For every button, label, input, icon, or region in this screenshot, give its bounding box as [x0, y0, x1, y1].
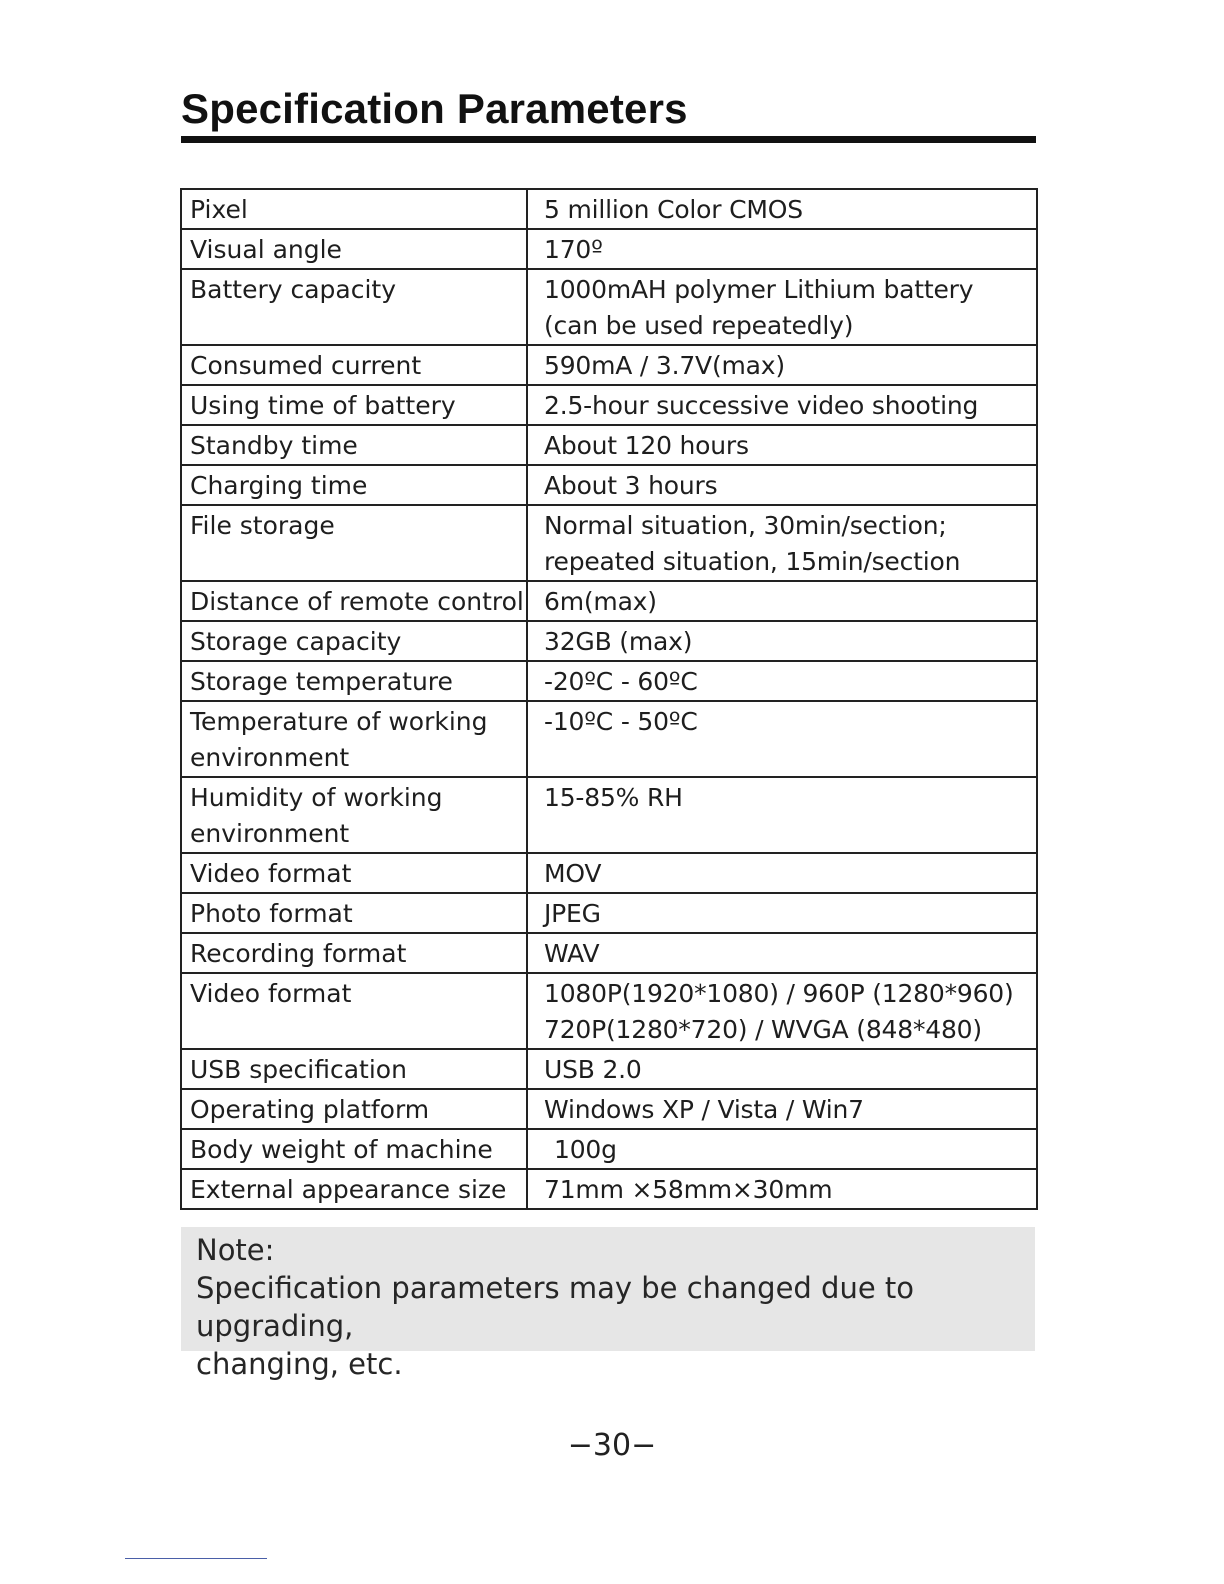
spec-value: [527, 973, 1037, 1049]
table-row: [181, 505, 1037, 581]
spec-label: [181, 661, 527, 701]
spec-value-line: USB 2.0: [544, 1055, 642, 1084]
spec-value: [527, 853, 1037, 893]
spec-label-line: Humidity of working: [190, 783, 443, 812]
spec-value-line: 5 million Color CMOS: [544, 195, 803, 224]
spec-label-line: environment: [190, 743, 350, 772]
table-row: [181, 661, 1037, 701]
note-heading: Note:: [196, 1233, 275, 1267]
spec-label-line: Recording format: [190, 939, 407, 968]
spec-value: [527, 1049, 1037, 1089]
table-row: [181, 853, 1037, 893]
spec-label: [181, 853, 527, 893]
spec-label-line: environment: [190, 819, 350, 848]
spec-value-line: About 120 hours: [544, 431, 749, 460]
spec-label: [181, 777, 527, 853]
spec-value: [527, 777, 1037, 853]
spec-value-line: repeated situation, 15min/section: [544, 547, 961, 576]
spec-value-line: -10ºC - 50ºC: [544, 707, 698, 736]
spec-label: [181, 269, 527, 345]
spec-label-line: USB specification: [190, 1055, 407, 1084]
spec-value: [527, 701, 1037, 777]
spec-value-line: 6m(max): [544, 587, 657, 616]
table-row: [181, 933, 1037, 973]
spec-label-line: Pixel: [190, 195, 248, 224]
spec-value: [527, 505, 1037, 581]
spec-label-line: Video format: [190, 859, 352, 888]
spec-value: [527, 621, 1037, 661]
table-row: [181, 345, 1037, 385]
spec-value-line: 32GB (max): [544, 627, 693, 656]
spec-label: [181, 701, 527, 777]
spec-value-line: JPEG: [544, 899, 601, 928]
note-text-line: Specification parameters may be changed due to upgrading,: [196, 1271, 915, 1343]
spec-value-line: WAV: [544, 939, 600, 968]
spec-value-line: 100g: [554, 1135, 617, 1164]
page-title: Specification Parameters: [181, 85, 688, 132]
spec-value: [527, 425, 1037, 465]
spec-label: [181, 1129, 527, 1169]
table-row: [181, 973, 1037, 1049]
table-row: [181, 229, 1037, 269]
spec-label-line: Photo format: [190, 899, 353, 928]
spec-label-line: Video format: [190, 979, 352, 1008]
table-row: [181, 1169, 1037, 1209]
spec-label: [181, 425, 527, 465]
table-row: [181, 465, 1037, 505]
table-row: [181, 425, 1037, 465]
spec-value-line: 15-85% RH: [544, 783, 683, 812]
spec-value: [527, 1169, 1037, 1209]
table-row: [181, 621, 1037, 661]
spec-value: [527, 465, 1037, 505]
spec-label-line: Using time of battery: [190, 391, 456, 420]
spec-label-line: Standby time: [190, 431, 358, 460]
spec-label: [181, 189, 527, 229]
spec-value-line: 2.5-hour successive video shooting: [544, 391, 979, 420]
note-text-line: changing, etc.: [196, 1347, 403, 1381]
spec-value: [527, 189, 1037, 229]
spec-value: [527, 385, 1037, 425]
spec-value-line: 1000mAH polymer Lithium battery: [544, 275, 974, 304]
spec-label-line: Operating platform: [190, 1095, 430, 1124]
spec-label-line: Body weight of machine: [190, 1135, 493, 1164]
spec-value-line: 1080P(1920*1080) / 960P (1280*960): [544, 979, 1014, 1008]
spec-value-line: Windows XP / Vista / Win7: [544, 1095, 864, 1124]
bottom-edge-line: [125, 1558, 267, 1559]
spec-value: [527, 229, 1037, 269]
spec-label-line: Visual angle: [190, 235, 342, 264]
spec-value-line: MOV: [544, 859, 602, 888]
table-row: [181, 581, 1037, 621]
spec-value-line: -20ºC - 60ºC: [544, 667, 698, 696]
spec-value: [527, 581, 1037, 621]
spec-label-line: Battery capacity: [190, 275, 397, 304]
spec-label: [181, 893, 527, 933]
spec-label: [181, 933, 527, 973]
spec-label: [181, 345, 527, 385]
spec-value: [527, 269, 1037, 345]
spec-label: [181, 385, 527, 425]
spec-label: [181, 621, 527, 661]
table-row: [181, 1049, 1037, 1089]
note-box: [181, 1227, 1035, 1381]
spec-value-line: About 3 hours: [544, 471, 718, 500]
table-row: [181, 1089, 1037, 1129]
spec-label-line: Storage capacity: [190, 627, 402, 656]
spec-value-line: Normal situation, 30min/section;: [544, 511, 947, 540]
table-row: [181, 269, 1037, 345]
specification-table: [180, 188, 1038, 1210]
table-row: [181, 189, 1037, 229]
table-row: [181, 1129, 1037, 1169]
spec-label-line: Charging time: [190, 471, 368, 500]
spec-value: [527, 661, 1037, 701]
spec-value-line: 71mm ×58mm×30mm: [544, 1175, 833, 1204]
spec-label-line: Consumed current: [190, 351, 422, 380]
spec-label-line: File storage: [190, 511, 335, 540]
spec-label-line: Distance of remote control: [190, 587, 524, 616]
spec-value-line: 720P(1280*720) / WVGA (848*480): [544, 1015, 982, 1044]
spec-value: [527, 345, 1037, 385]
table-row: [181, 893, 1037, 933]
spec-value-line: (can be used repeatedly): [544, 311, 854, 340]
spec-value: [527, 1129, 1037, 1169]
spec-label: [181, 1089, 527, 1129]
spec-label: [181, 1049, 527, 1089]
table-row: [181, 701, 1037, 777]
spec-label-line: External appearance size: [190, 1175, 507, 1204]
spec-label: [181, 505, 527, 581]
spec-label-line: Storage temperature: [190, 667, 453, 696]
spec-value-line: 170º: [544, 235, 603, 264]
spec-label: [181, 581, 527, 621]
table-row: [181, 385, 1037, 425]
page-number: −30−: [567, 1428, 657, 1463]
table-row: [181, 777, 1037, 853]
spec-label: [181, 229, 527, 269]
spec-value: [527, 893, 1037, 933]
spec-label: [181, 1169, 527, 1209]
spec-label-line: Temperature of working: [190, 707, 488, 736]
spec-value: [527, 1089, 1037, 1129]
spec-value-line: 590mA / 3.7V(max): [544, 351, 785, 380]
title-underline: [181, 136, 1036, 143]
spec-label: [181, 973, 527, 1049]
spec-label: [181, 465, 527, 505]
spec-value: [527, 933, 1037, 973]
